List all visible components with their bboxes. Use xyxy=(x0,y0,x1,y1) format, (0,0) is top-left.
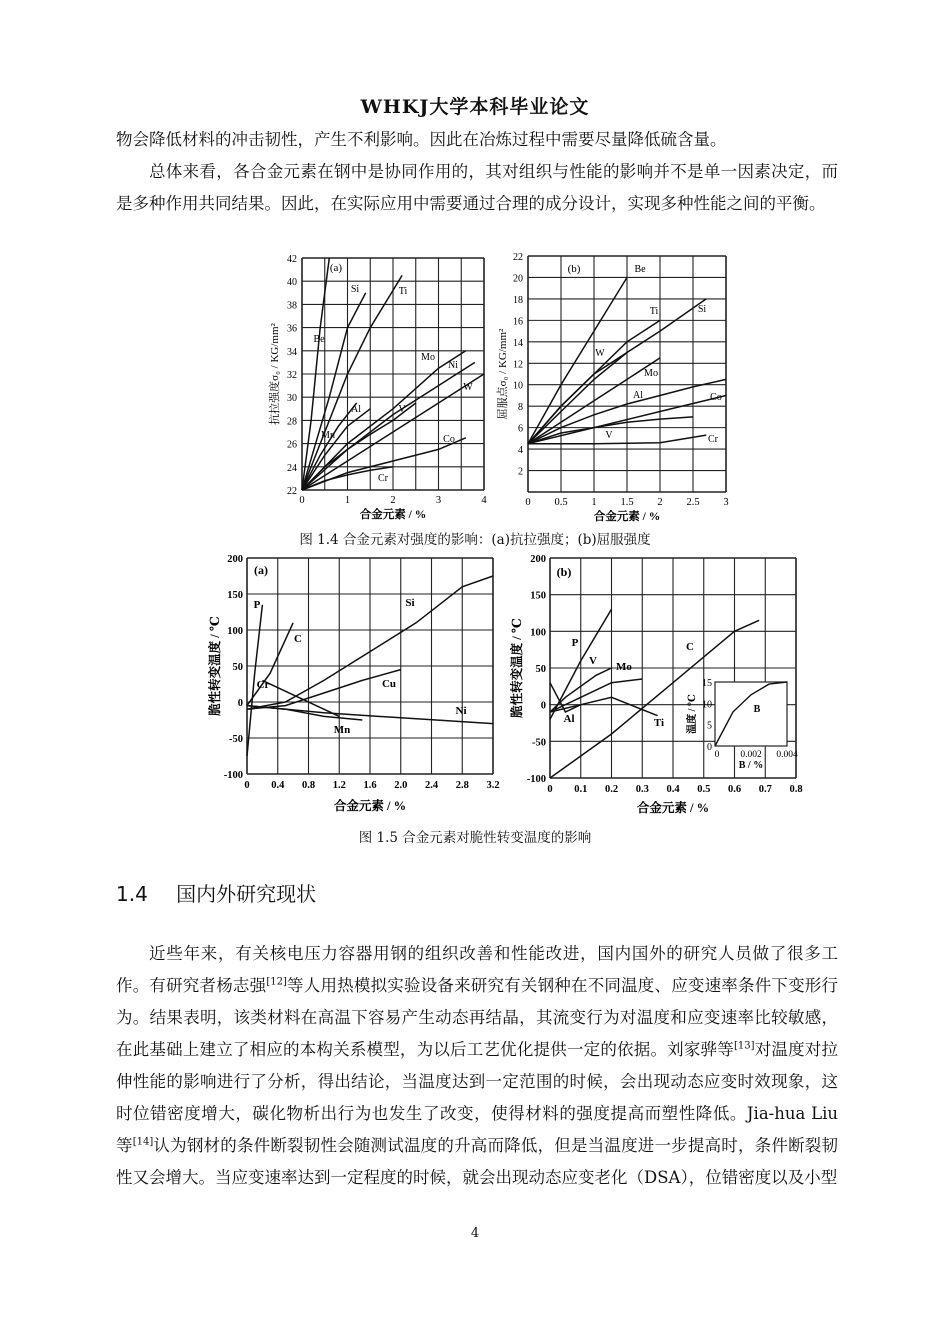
series-label-Si: Si xyxy=(350,284,360,295)
y-tick-label: 100 xyxy=(227,626,243,637)
x-tick-label: 2.5 xyxy=(686,497,700,508)
x-tick-label: 3 xyxy=(723,497,729,508)
x-tick-label: 3.2 xyxy=(486,780,500,791)
series-label-Ti: Ti xyxy=(398,286,408,297)
series-label-Be: Be xyxy=(634,264,646,275)
series-label-Al: Al xyxy=(633,390,643,401)
x-tick-label: 4 xyxy=(481,495,487,506)
y-tick-label: -100 xyxy=(223,770,243,781)
y-tick-label: 0 xyxy=(540,700,546,712)
x-tick-label: 0.8 xyxy=(789,784,803,795)
y-tick-label: 150 xyxy=(227,590,243,601)
y-tick-label: -50 xyxy=(229,734,243,745)
y-tick-label: 32 xyxy=(287,370,297,381)
series-label-Al: Al xyxy=(563,713,575,725)
x-tick-label: 0.2 xyxy=(604,784,619,795)
paragraph-continued: 物会降低材料的冲击韧性，产生不利影响。因此在冶炼过程中需要尽量降低硫含量。 xyxy=(116,130,727,149)
y-tick-label: 40 xyxy=(287,277,297,289)
x-tick-label: 2.8 xyxy=(455,780,469,791)
x-tick-label: 0.8 xyxy=(301,780,316,791)
y-tick-label: 24 xyxy=(287,462,297,474)
x-tick-label: 0 xyxy=(244,780,250,791)
x-tick-label: 1.6 xyxy=(363,780,377,791)
series-label-Al: Al xyxy=(351,404,361,415)
y-tick-label: 22 xyxy=(513,252,523,263)
x-tick-label: 0.4 xyxy=(271,780,285,791)
series-line-Be xyxy=(528,278,627,444)
y-axis-label: 脆性转变温度 / ℃ xyxy=(208,616,222,716)
y-tick-label: 30 xyxy=(287,393,297,405)
series-label-W: W xyxy=(463,382,473,393)
y-tick-label: 200 xyxy=(227,554,243,565)
series-label-B: B xyxy=(753,704,761,715)
series-label-Mn: Mn xyxy=(333,724,351,736)
series-label-Ni: Ni xyxy=(448,360,458,371)
series-label-Be: Be xyxy=(313,334,325,345)
x-tick-label: 1 xyxy=(591,497,597,508)
inset-y-tick-label: 5 xyxy=(707,720,712,732)
inset-x-tick-label: 0 xyxy=(714,750,720,760)
panel-label: (a) xyxy=(329,262,343,274)
figure-1-5-caption: 图 1.5 合金元素对脆性转变温度的影响 xyxy=(358,830,592,846)
x-axis-label: 合金元素 / % xyxy=(593,511,661,523)
panel-label: (b) xyxy=(567,263,581,275)
series-line-Ni xyxy=(302,362,475,490)
series-label-Si: Si xyxy=(405,597,415,609)
series-label-Mo: Mo xyxy=(644,368,658,379)
y-tick-label: 28 xyxy=(287,416,297,428)
x-tick-label: 2.4 xyxy=(424,780,439,791)
series-label-Cr: Cr xyxy=(378,473,388,484)
figure-1-5-b xyxy=(505,552,805,822)
y-axis-label: 屈服点σ₀ / KG/mm² xyxy=(497,328,509,420)
series-label-Co: Co xyxy=(443,434,455,445)
series-label-Mo: Mo xyxy=(616,661,632,673)
series-line-Cr xyxy=(528,435,706,444)
y-tick-label: 4 xyxy=(518,445,523,457)
inset-x-tick-label: 0.004 xyxy=(776,750,798,760)
inset-x-tick-label: 0.002 xyxy=(740,750,762,760)
series-label-V: V xyxy=(398,404,406,415)
citation-12: [12] xyxy=(266,976,287,988)
panel-label: (b) xyxy=(556,565,572,579)
x-tick-label: 0.6 xyxy=(727,784,742,795)
paragraph-research: 近些年来，有关核电压力容器用钢的组织改善和性能改进，国内国外的研究人员做了很多工作。有研究者杨志强[12]等人用热模拟实验设备来研究有关钢种在不同温度、应变速率条件下变形行为。结果表明，该类材料在高温下容易产生动态再结晶，其流变行为对温度和应变速率比较敏感，在此基础上建立了相应的本构关系模型，为以后工艺优化提供一定的依据。刘家骅等[13]对温度对拉伸性能的影响进行了分析，得出结论，当温度达到一定范围的时候，会出现动态应变时效现象，这时位错密度增大，碳化物析出行为也发生了改变，使得材料的强度提高而塑性降低。Jia-hua Liu 等[14]认为钢材的条件断裂韧性会随测试温度的升高而降低，但是当温度进一步提高时，条件断裂韧性又会增大。当应变速率达到一定程度的时候，就会出现动态应变老化（DSA），位错密度以及小型 xyxy=(116,944,839,1187)
section-title: 国内外研究现状 xyxy=(176,882,317,906)
series-label-Ti: Ti xyxy=(653,717,665,729)
series-label-Cr: Cr xyxy=(708,434,718,445)
y-tick-label: 10 xyxy=(513,380,523,392)
x-tick-label: 0 xyxy=(547,784,553,795)
series-label-V: V xyxy=(605,430,613,441)
section-heading xyxy=(116,878,316,907)
series-label-C: C xyxy=(686,641,694,653)
y-tick-label: -50 xyxy=(532,737,546,749)
y-tick-label: 16 xyxy=(513,316,523,328)
figure-1-4-b xyxy=(494,250,744,528)
inset-y-tick-label: 10 xyxy=(702,699,712,711)
x-tick-label: 2.0 xyxy=(394,780,408,791)
x-tick-label: 1 xyxy=(344,495,351,506)
y-tick-label: 2 xyxy=(518,466,523,478)
figure-1-4-a xyxy=(268,250,498,528)
page-header: WHKJ大学本科毕业论文 xyxy=(360,96,590,118)
inset-x-axis-label: B / % xyxy=(738,760,764,771)
inset-y-tick-label: 15 xyxy=(702,678,712,689)
series-label-Si: Si xyxy=(697,304,707,315)
y-axis-label: 脆性转变温度 / ℃ xyxy=(510,618,524,718)
series-label-P: P xyxy=(571,637,579,649)
panel-label: (a) xyxy=(254,563,268,577)
y-tick-label: 50 xyxy=(535,664,546,675)
x-axis-label: 合金元素 / % xyxy=(333,799,407,813)
page-number: 4 xyxy=(470,1226,480,1241)
y-tick-label: 100 xyxy=(530,627,546,639)
y-tick-label: 6 xyxy=(518,423,523,435)
y-tick-label: 42 xyxy=(287,254,297,265)
inset-y-tick-label: 0 xyxy=(707,742,712,753)
series-line-C xyxy=(247,623,293,706)
section-number: 1.4 xyxy=(116,882,148,906)
x-tick-label: 0.5 xyxy=(554,497,568,508)
y-tick-label: 150 xyxy=(530,590,546,602)
x-tick-label: 0 xyxy=(525,497,531,508)
y-tick-label: 18 xyxy=(513,294,523,306)
y-axis-label: 抗拉强度σ₀ / KG/mm² xyxy=(269,323,281,425)
citation-13: [13] xyxy=(733,1040,755,1052)
x-axis-label: 合金元素 / % xyxy=(359,509,427,521)
series-line-Mo xyxy=(550,679,642,712)
x-tick-label: 2 xyxy=(390,495,396,506)
y-tick-label: 0 xyxy=(237,698,243,709)
x-tick-label: 0.3 xyxy=(635,784,649,795)
series-label-Mo: Mo xyxy=(421,352,435,363)
series-label-Cu: Cu xyxy=(381,678,397,690)
series-label-Co: Co xyxy=(710,392,722,403)
y-tick-label: 34 xyxy=(287,346,297,358)
y-tick-label: 200 xyxy=(530,554,546,565)
y-tick-label: 20 xyxy=(513,273,523,285)
y-tick-label: 8 xyxy=(518,402,523,414)
x-tick-label: 1.5 xyxy=(620,497,634,508)
series-label-Ni: Ni xyxy=(455,705,467,717)
y-tick-label: 22 xyxy=(287,486,297,497)
figure-1-4-caption: 图 1.4 合金元素对强度的影响：(a)抗拉强度；(b)屈服强度 xyxy=(299,532,651,548)
y-tick-label: 14 xyxy=(513,337,523,349)
citation-14: [14] xyxy=(132,1136,154,1148)
series-label-Ti: Ti xyxy=(649,306,659,317)
x-tick-label: 0.1 xyxy=(574,784,588,795)
x-tick-label: 3 xyxy=(435,495,442,506)
x-axis-label: 合金元素 / % xyxy=(636,801,710,815)
series-label-V: V xyxy=(589,655,597,667)
paragraph-summary: 总体来看，各合金元素在钢中是协同作用的，其对组织与性能的影响并不是单一因素决定，而是多种作用共同结果。因此，在实际应用中需要通过合理的成分设计，实现多种性能之间的平衡。 xyxy=(116,162,838,213)
x-tick-label: 0.7 xyxy=(758,784,772,795)
x-tick-label: 0.5 xyxy=(697,784,711,795)
x-tick-label: 0.4 xyxy=(666,784,680,795)
series-label-C: C xyxy=(294,633,302,645)
y-tick-label: 38 xyxy=(287,300,297,312)
x-tick-label: 1.2 xyxy=(332,780,346,791)
series-label-Mn: Mn xyxy=(321,430,335,441)
series-label-Cr: Cr xyxy=(256,679,270,691)
y-tick-label: 36 xyxy=(287,323,297,335)
inset-frame xyxy=(715,682,787,746)
series-line-Cu xyxy=(247,670,401,710)
y-tick-label: 26 xyxy=(287,439,297,451)
y-tick-label: 50 xyxy=(232,662,243,673)
inset-y-axis-label: 温度 / ℃ xyxy=(687,694,698,734)
x-tick-label: 0 xyxy=(299,495,305,506)
series-label-W: W xyxy=(595,348,605,359)
figure-1-5-a xyxy=(205,552,505,822)
series-label-P: P xyxy=(253,599,261,611)
y-tick-label: -100 xyxy=(526,774,546,785)
y-tick-label: 12 xyxy=(513,359,523,371)
x-tick-label: 2 xyxy=(657,497,663,508)
